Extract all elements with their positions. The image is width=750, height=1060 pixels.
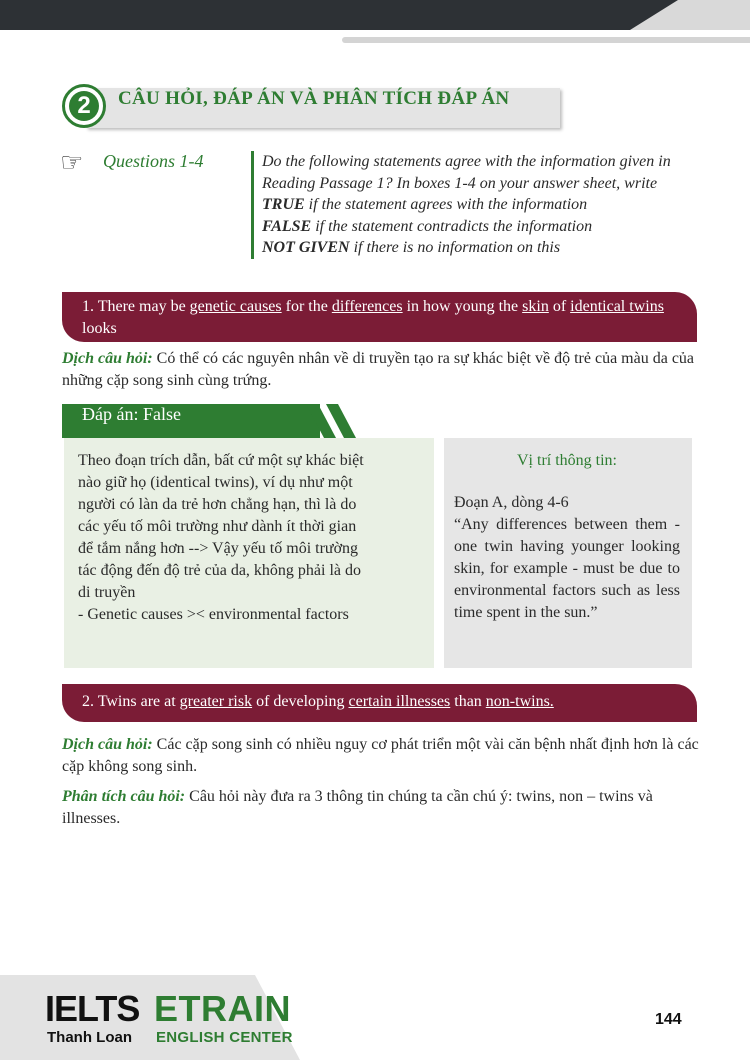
question-2-keyword: non-twins. <box>485 693 554 710</box>
location-box <box>444 438 692 668</box>
question-2-part: than <box>450 693 486 710</box>
question-2-keyword: certain illnesses <box>348 693 451 710</box>
explanation-line: người có làn da trẻ hơn chẳng hạn, thì là do <box>78 496 357 513</box>
answer-explanation-box <box>64 438 434 668</box>
instruction-text: Do the following statements agree with the information given in Reading Passage 1? In boxes 1-4 on your answer sheet, write <box>262 153 671 192</box>
section-heading <box>62 88 560 130</box>
question-2-banner <box>62 684 697 722</box>
explanation-line: nào giữ họ (identical twins), ví dụ như một <box>78 474 353 491</box>
question-2-analysis <box>62 786 702 830</box>
explanation-line: tác động đến độ trẻ của da, không phải là do <box>78 562 362 579</box>
translation-text: Có thể có các nguyên nhân về di truyền tạo ra sự khác biệt về độ trẻ của màu da của những cặp song sinh cùng trứng. <box>62 350 695 389</box>
top-decoration <box>0 0 750 34</box>
brand-etrain-sub: ENGLISH CENTER <box>156 1029 293 1046</box>
question-1-part: for the <box>281 298 332 315</box>
answer-header <box>62 404 352 438</box>
section-number: 2 <box>69 91 99 121</box>
section-number-badge <box>62 84 106 128</box>
explanation-line: Theo đoạn trích dẫn, bất cứ một sự khác biệt <box>78 452 364 469</box>
question-1-keyword: identical twins <box>570 298 664 315</box>
page-number: 144 <box>655 1011 682 1028</box>
option-text-true: if the statement agrees with the information <box>304 196 588 213</box>
option-key-false: FALSE <box>262 217 312 235</box>
explanation-line: các yếu tố môi trường như dành ít thời gian <box>78 518 357 535</box>
section-title: CÂU HỎI, ĐÁP ÁN VÀ PHÂN TÍCH ĐÁP ÁN <box>118 88 510 109</box>
location-reference: Đoạn A, dòng 4-6 <box>454 494 569 511</box>
question-1-part: of <box>548 298 571 315</box>
question-1-keyword: skin <box>522 298 549 315</box>
option-key-not-given: NOT GIVEN <box>262 239 350 256</box>
question-1-keyword: genetic causes <box>189 298 282 315</box>
brand-ielts: IELTS <box>45 988 140 1029</box>
option-text-false: if the statement contradicts the information <box>311 217 593 235</box>
explanation-line: - Genetic causes >< environmental factors <box>78 606 349 623</box>
question-1-translation <box>62 348 702 392</box>
translation-text: Các cặp song sinh có nhiều nguy cơ phát triển một vài căn bệnh nhất định hơn là các cặp không song sinh. <box>62 736 699 775</box>
question-1-part: 1. There may be <box>82 298 190 315</box>
pointing-hand-icon: ☞ <box>60 148 84 178</box>
translation-label: Dịch câu hỏi: <box>62 736 153 753</box>
question-2-part: of developing <box>252 693 349 710</box>
answer-label: Đáp án: False <box>82 404 181 424</box>
explanation-line: di truyền <box>78 584 136 601</box>
brand-etrain: ETRAIN <box>154 988 291 1029</box>
questions-label: Questions 1-4 <box>103 151 204 171</box>
option-text-not-given: if there is no information on this <box>349 239 561 256</box>
question-2-part: 2. Twins are at <box>82 693 180 710</box>
question-1-banner <box>62 292 697 342</box>
option-key-true: TRUE <box>262 196 305 213</box>
location-title: Vị trí thông tin: <box>517 452 617 469</box>
explanation-line: để tắm nắng hơn --> Vậy yếu tố môi trường <box>78 540 359 557</box>
brand-ielts-sub: Thanh Loan <box>47 1029 132 1046</box>
question-1-part: in how young the <box>402 298 523 315</box>
question-1-part: looks <box>82 320 117 337</box>
analysis-text: Câu hỏi này đưa ra 3 thông tin chúng ta cần chú ý: twins, non – twins và illnesses. <box>62 788 653 827</box>
question-1-keyword: differences <box>331 298 403 315</box>
page-footer <box>0 975 750 1060</box>
question-2-translation <box>62 734 702 778</box>
question-2-keyword: greater risk <box>179 693 253 710</box>
translation-label: Dịch câu hỏi: <box>62 350 153 367</box>
top-grey-line <box>342 37 750 43</box>
analysis-label: Phân tích câu hỏi: <box>62 788 186 805</box>
location-quote: “Any differences between them - one twin having younger looking skin, for example - must be due to environmental factors such as less time spent in the sun.” <box>454 516 680 621</box>
questions-instructions <box>251 151 712 259</box>
